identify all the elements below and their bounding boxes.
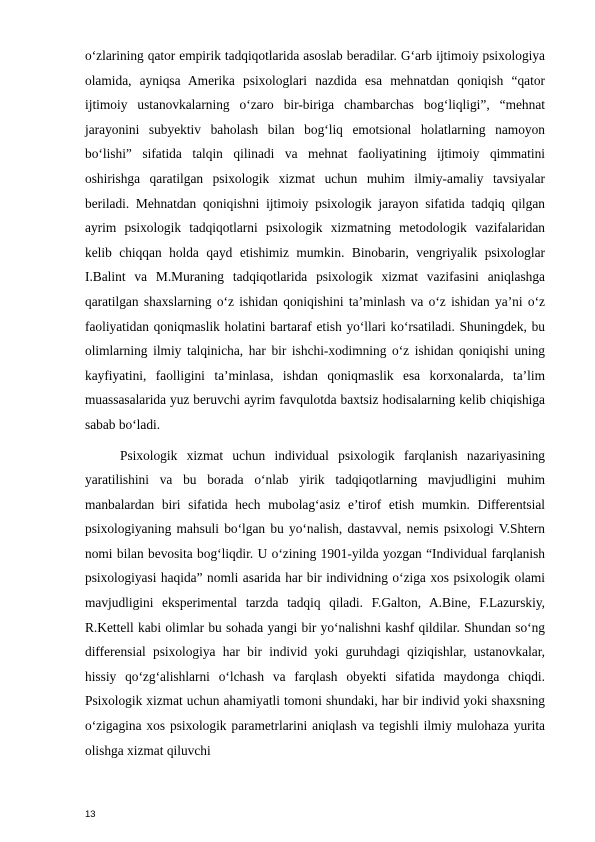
paragraph-individual-differences: Psixologik xizmat uchun individual psixologik farqlanish nazariyasining yaratilishini va bu borada o‘nlab yirik tadqiqotlarning mavjudligini muhim manbalardan biri sifatida hech mubolag‘asiz e’tirof etish mumkin. Differentsial psixologiyaning mahsuli bo‘lgan bu yo‘nalish, dastavval, nemis psixologi V.Shtern nomi bilan bevosita bog‘liqdir. U o‘zining 1901-yilda yozgan “Individual farqlanish psixologiyasi haqida” nomli asarida har bir individning o‘ziga xos psixologik olami mavjudligini eksperimental tarzda tadqiq qiladi. F.Galton, A.Bine, F.Lazurskiy, R.Kettell kabi olimlar bu sohada yangi bir yo‘nalishni kashf qildilar. Shundan so‘ng differensial psixologiya har bir individ yoki guruhdagi qiziqishlar, ustanovkalar, hissiy qo‘zg‘alishlarni o‘lchash va farqlash obyekti sifatida maydonga chiqdi. Psixologik xizmat uchun ahamiyatli tomoni shundaki, har bir individ yoki shaxsning o‘zigagina xos psixologik parametrlarini aniqlash va tegishli ilmiy mulohaza yurita olishga xizmat qiluvchi xyxy=(85,447,545,758)
page-number: 13 xyxy=(85,809,96,820)
body-text xyxy=(85,44,545,763)
paragraph-continuation: o‘zlarining qator empirik tadqiqotlarida asoslab beradilar. G‘arb ijtimoiy psixologiya olamida, ayniqsa Amerika psixologlari nazdida esa mehnatdan qoniqish “qator ijtimoiy ustanovkalarning o‘zaro bir-biriga chambarchas bog‘liqligi”, “mehnat jarayonini subyektiv baholash bilan bog‘liq emotsional holatlarning namoyon bo‘lishi” sifatida talqin qilinadi va mehnat faoliyatining ijtimoiy qimmatini oshirishga qaratilgan psixologik xizmat uchun muhim ilmiy-amaliy tavsiyalar beriladi. Mehnatdan qoniqishni ijtimoiy psixologik jarayon sifatida tadqiq qilgan ayrim psixologik tadqiqotlarni psixologik xizmatning metodologik vazifalaridan kelib chiqqan holda qayd etishimiz mumkin. Binobarin, vengriyalik psixologlar I.Balint va M.Muraning tadqiqotlarida psixologik xizmat vazifasini aniqlashga qaratilgan shaxslarning o‘z ishidan qoniqishini ta’minlash va o‘z ishidan ya’ni o‘z faoliyatidan qoniqmaslik holatini bartaraf etish yo‘llari ko‘rsatiladi. Shuningdek, bu olimlarning ilmiy talqinicha, har bir ishchi-xodimning o‘z ishidan qoniqishi uning kayfiyatini, faolligini ta’minlasa, ishdan qoniqmaslik esa korxonalarda, ta’lim muassasalarida yuz beruvchi ayrim favqulotda baxtsiz hodisalarning kelib chiqishiga sabab bo‘ladi. xyxy=(85,48,545,432)
